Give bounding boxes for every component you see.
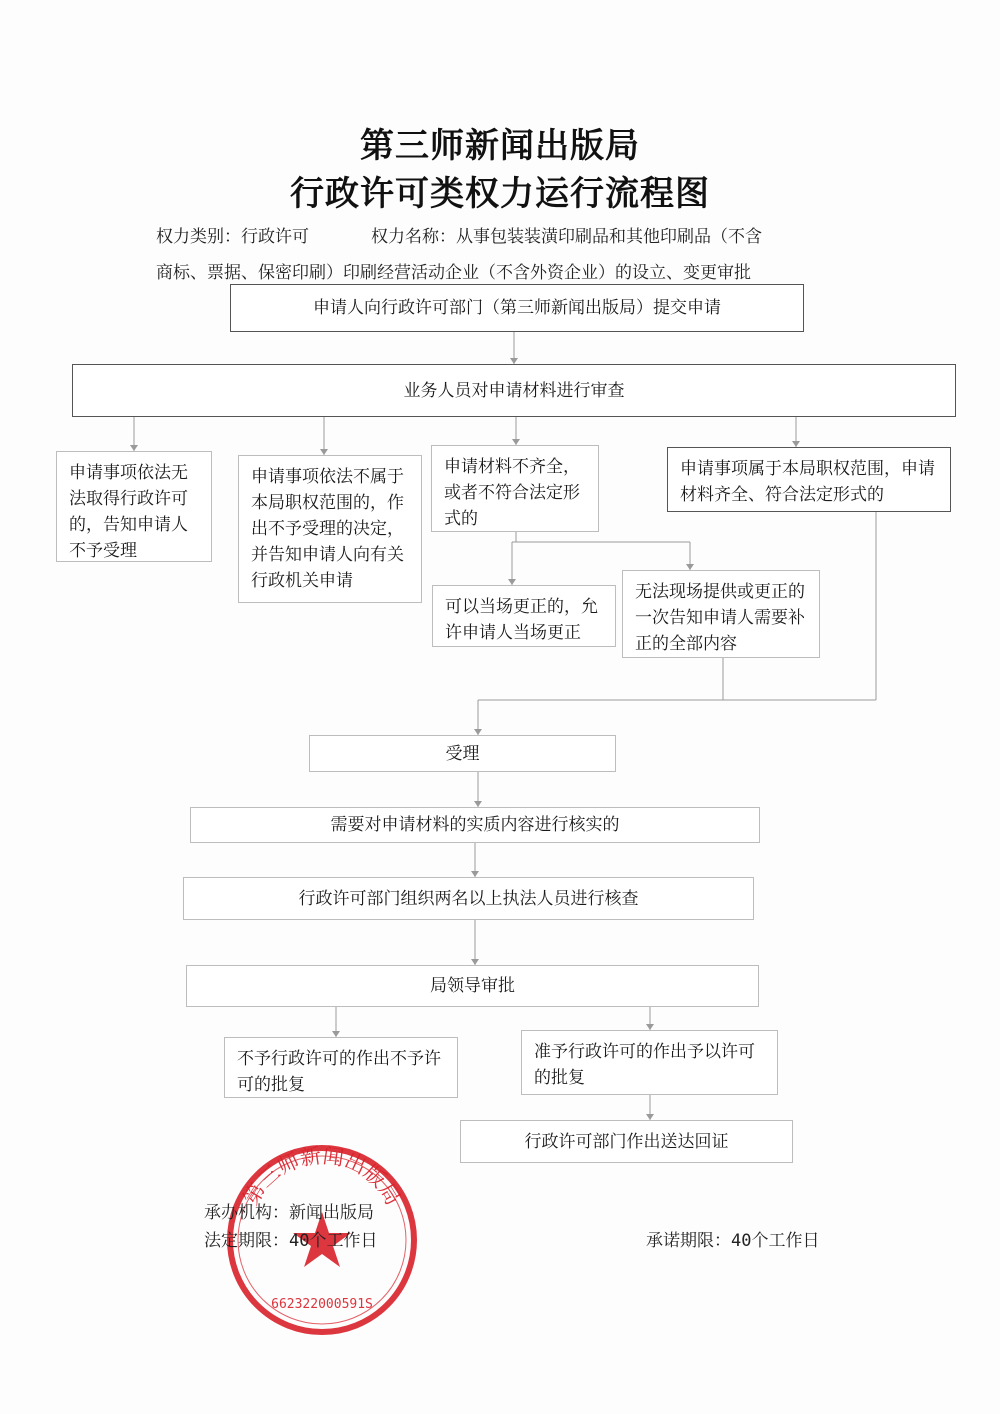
agency-label: 承办机构： (204, 1203, 289, 1223)
footer-promise-term (646, 1226, 819, 1251)
category-label: 权力类别： (156, 227, 241, 247)
power-name-value-line1: 从事包装装潢印刷品和其他印刷品（不含 (456, 227, 762, 247)
branch-qualified-application: 申请事项属于本局职权范围，申请材料齐全、符合法定形式的 (667, 447, 951, 512)
seal-number: 662322000591S (271, 1297, 373, 1312)
power-name-label: 权力名称： (371, 227, 456, 247)
meta-line1 (156, 222, 762, 247)
title-line2: 行政许可类权力运行流程图 (290, 174, 710, 214)
sub-notify-once: 无法现场提供或更正的一次告知申请人需要补正的全部内容 (622, 570, 820, 658)
seal-ring-text: 第三师新闻出版局 (238, 1143, 406, 1210)
legal-term-label: 法定期限： (204, 1231, 289, 1251)
title-line1: 第三师新闻出版局 (360, 126, 640, 166)
agency-value: 新闻出版局 (289, 1203, 374, 1223)
branch-incomplete-materials: 申请材料不齐全，或者不符合法定形式的 (431, 445, 599, 532)
promise-term-value: 40个工作日 (731, 1231, 820, 1251)
branch-not-permitted: 申请事项依法无法取得行政许可的，告知申请人不予受理 (56, 451, 212, 562)
footer-agency (204, 1198, 374, 1223)
power-name-value-line2: 商标、票据、保密印刷）印刷经营活动企业（不含外资企业）的设立、变更审批 (156, 263, 751, 283)
step-inspection: 行政许可部门组织两名以上执法人员进行核查 (183, 877, 754, 920)
category-value: 行政许可 (241, 227, 309, 247)
branch-out-of-scope: 申请事项依法不属于本局职权范围的，作出不予受理的决定，并告知申请人向有关行政机关申请 (238, 455, 422, 603)
sub-correct-on-site: 可以当场更正的，允许申请人当场更正 (432, 585, 616, 647)
step-accept: 受理 (309, 735, 616, 772)
step-submit-application: 申请人向行政许可部门（第三师新闻出版局）提交申请 (230, 284, 804, 332)
result-permit-granted: 准予行政许可的作出予以许可的批复 (521, 1030, 778, 1095)
result-permit-denied: 不予行政许可的作出不予许可的批复 (224, 1037, 458, 1098)
promise-term-label: 承诺期限： (646, 1231, 731, 1251)
legal-term-value: 40个工作日 (289, 1231, 378, 1251)
step-delivery-receipt: 行政许可部门作出送达回证 (460, 1120, 793, 1163)
step-verify-needed: 需要对申请材料的实质内容进行核实的 (190, 807, 760, 843)
footer-legal-term (204, 1226, 377, 1251)
step-leader-approval: 局领导审批 (186, 965, 759, 1007)
step-material-review: 业务人员对申请材料进行审查 (72, 364, 956, 417)
